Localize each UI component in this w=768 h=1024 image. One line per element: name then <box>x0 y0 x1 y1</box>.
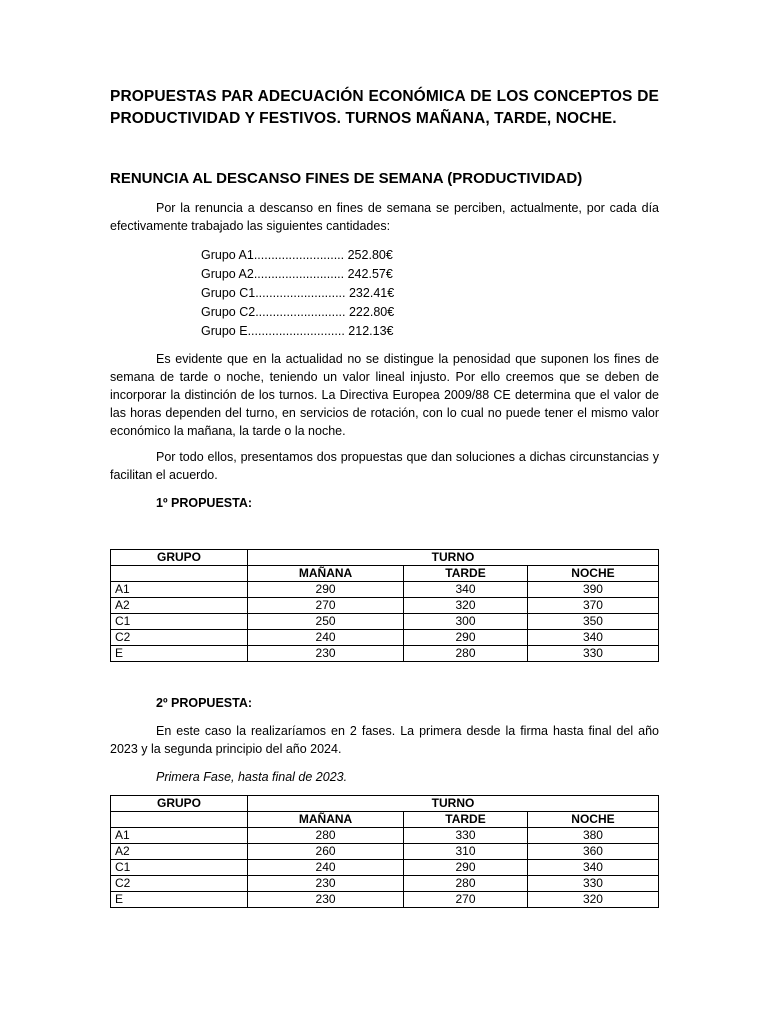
row-value: 280 <box>248 828 404 844</box>
row-value: 290 <box>404 860 528 876</box>
section-heading: RENUNCIA AL DESCANSO FINES DE SEMANA (PRODUCTIVIDAD) <box>110 170 583 187</box>
row-value: 300 <box>404 614 528 630</box>
row-value: 240 <box>248 630 404 646</box>
paragraph-penosidad: Es evidente que en la actualidad no se distingue la penosidad que suponen los fines de semana de tarde o noche, teniendo un valor lineal injusto. Por ello creemos que se deben de incorporar la distinción de los turnos. La Directiva Europea 2009/88 CE determina que el valor de las horas dependen del turno, en servicios de rotación, con lo cual no puede tener el mismo valor económico la mañana, la tarde o la noche. <box>110 352 659 438</box>
table-row <box>111 598 659 614</box>
proposal-2-paragraph: En este caso la realizaríamos en 2 fases. La primera desde la firma hasta final del año 2023 y la segunda principio del año 2024. <box>110 724 659 756</box>
proposal-1-label: 1º PROPUESTA: <box>156 496 253 510</box>
phase-label: Primera Fase, hasta final de 2023. <box>156 770 348 784</box>
row-group: A1 <box>111 582 248 598</box>
row-value: 260 <box>248 844 404 860</box>
paragraph-propuestas: Por todo ellos, presentamos dos propuestas que dan soluciones a dichas circunstancias y facilitan el acuerdo. <box>110 450 659 482</box>
group-amount-item: Grupo C1.......................... 232.41€ <box>201 286 395 300</box>
table-row <box>111 630 659 646</box>
table-row <box>111 614 659 630</box>
row-value: 230 <box>248 876 404 892</box>
row-value: 340 <box>404 582 528 598</box>
row-group: E <box>111 646 248 662</box>
header-noche: NOCHE <box>527 566 658 582</box>
table-row <box>111 892 659 908</box>
table-row <box>111 646 659 662</box>
group-amount-item: Grupo C2.......................... 222.80€ <box>201 305 395 319</box>
row-group: A2 <box>111 598 248 614</box>
row-value: 340 <box>527 630 658 646</box>
header-grupo: GRUPO <box>111 550 248 566</box>
row-group: C1 <box>111 860 248 876</box>
table-row <box>111 844 659 860</box>
row-value: 270 <box>248 598 404 614</box>
group-amount-item: Grupo A1.......................... 252.80€ <box>201 248 393 262</box>
row-value: 320 <box>404 598 528 614</box>
row-value: 350 <box>527 614 658 630</box>
row-value: 240 <box>248 860 404 876</box>
row-value: 360 <box>527 844 658 860</box>
row-group: C2 <box>111 876 248 892</box>
header-turno: TURNO <box>248 796 659 812</box>
row-value: 370 <box>527 598 658 614</box>
row-value: 280 <box>404 876 528 892</box>
header-tarde: TARDE <box>404 566 528 582</box>
header-empty-cell <box>111 812 248 828</box>
document-title: PROPUESTAS PAR ADECUACIÓN ECONÓMICA DE LOS CONCEPTOS DE PRODUCTIVIDAD Y FESTIVOS. TURNOS MAÑANA, TARDE, NOCHE. <box>110 88 659 127</box>
table-subheader-row <box>111 812 659 828</box>
row-value: 230 <box>248 892 404 908</box>
row-value: 330 <box>527 876 658 892</box>
group-amount-item: Grupo A2.......................... 242.57€ <box>201 267 393 281</box>
row-value: 340 <box>527 860 658 876</box>
group-amounts-list <box>201 246 394 341</box>
row-value: 380 <box>527 828 658 844</box>
header-grupo: GRUPO <box>111 796 248 812</box>
row-value: 290 <box>248 582 404 598</box>
row-value: 320 <box>527 892 658 908</box>
table-subheader-row <box>111 566 659 582</box>
table-row <box>111 876 659 892</box>
table-row <box>111 582 659 598</box>
row-value: 250 <box>248 614 404 630</box>
row-group: A2 <box>111 844 248 860</box>
proposal-2-label: 2º PROPUESTA: <box>156 696 253 710</box>
row-value: 310 <box>404 844 528 860</box>
table-header-row <box>111 796 659 812</box>
row-group: C1 <box>111 614 248 630</box>
header-manana: MAÑANA <box>248 566 404 582</box>
proposal-1-table <box>110 549 659 662</box>
group-amount-item: Grupo E............................ 212.13€ <box>201 324 394 338</box>
row-group: A1 <box>111 828 248 844</box>
row-value: 270 <box>404 892 528 908</box>
header-turno: TURNO <box>248 550 659 566</box>
row-value: 390 <box>527 582 658 598</box>
row-group: C2 <box>111 630 248 646</box>
header-noche: NOCHE <box>527 812 658 828</box>
table-header-row <box>111 550 659 566</box>
row-value: 290 <box>404 630 528 646</box>
row-value: 280 <box>404 646 528 662</box>
proposal-2-table <box>110 795 659 908</box>
table-row <box>111 828 659 844</box>
table-row <box>111 860 659 876</box>
intro-paragraph: Por la renuncia a descanso en fines de semana se perciben, actualmente, por cada día efectivamente trabajado las siguientes cantidades: <box>110 201 659 233</box>
header-manana: MAÑANA <box>248 812 404 828</box>
row-value: 330 <box>404 828 528 844</box>
row-value: 230 <box>248 646 404 662</box>
row-value: 330 <box>527 646 658 662</box>
header-empty-cell <box>111 566 248 582</box>
row-group: E <box>111 892 248 908</box>
header-tarde: TARDE <box>404 812 528 828</box>
